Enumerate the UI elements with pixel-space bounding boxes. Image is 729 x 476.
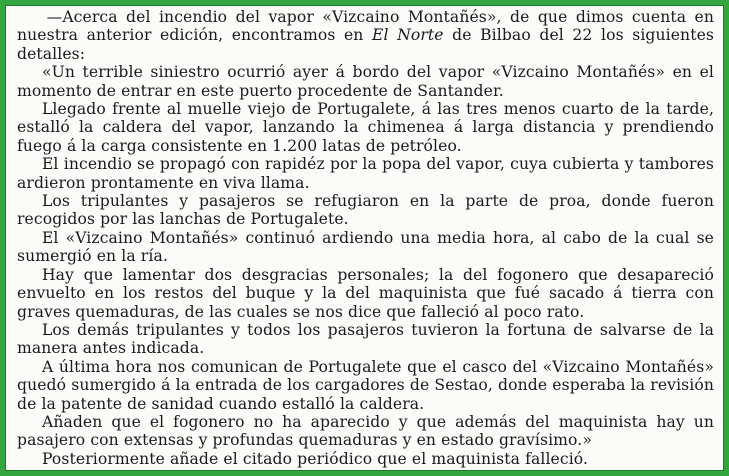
- article-paragraph: Hay que lamentar dos desgracias personales; la del fogonero que desapareció envuelto en los restos del buque y la del maquinista que fué sacado á tierra con graves quemaduras, de las cuales se nos dice que falleció al poco rato.: [17, 265, 714, 321]
- article-paragraph: El incendio se propagó con rapidéz por la popa del vapor, cuya cubierta y tambores ardieron prontamente en viva llama.: [17, 155, 714, 192]
- article-paragraph: Los demás tripulantes y todos los pasajeros tuvieron la fortuna de salvarse de la manera antes indicada.: [17, 320, 714, 358]
- intro-text-start: —Acerca del incendio del vapor «Vizcaino Montañés», de que dimos cuenta en nuestra anterior edición, encontramos en: [17, 8, 714, 45]
- article-paragraph: Llegado frente al muelle viejo de Portugalete, á las tres menos cuarto de la tarde, estalló la caldera del vapor, lanzando la chimenea á larga distancia y prendiendo fuego á la carga consistente en 1.200 latas de petróleo.: [17, 100, 714, 155]
- article-paragraph-intro: [17, 8, 714, 63]
- article-paragraph: Posteriormente añade el citado periódico que el maquinista falleció.: [41, 449, 589, 468]
- article-paragraph: El «Vizcaino Montañés» continuó ardiendo una media hora, al cabo de la cual se sumergió en la ría.: [17, 228, 714, 266]
- article-paragraph: «Un terrible siniestro ocurrió ayer á bordo del vapor «Vizcaino Montañés» en el momento de entrar en este puerto procedente de Santander.: [17, 63, 714, 100]
- article-body: [17, 8, 714, 468]
- article-paragraph: A última hora nos comunican de Portugalete que el casco del «Vizcaino Montañés» quedó sumergido á la entrada de los cargadores de Sestao, donde esperaba la revisión de la patente de sanidad cuando estalló la caldera.: [17, 357, 714, 413]
- newspaper-name: El Norte: [372, 26, 444, 45]
- article-paragraph: Los tripulantes y pasajeros se refugiaron en la parte de proa, donde fueron recogidos por las lanchas de Portugalete.: [17, 192, 714, 229]
- article-paragraph: Añaden que el fogonero no ha aparecido y que además del maquinista hay un pasajero con extensas y profundas quemaduras y en estado gravísimo.»: [17, 412, 714, 450]
- intro-text-end: de Bilbao del 22 los siguientes detalles:: [17, 26, 714, 63]
